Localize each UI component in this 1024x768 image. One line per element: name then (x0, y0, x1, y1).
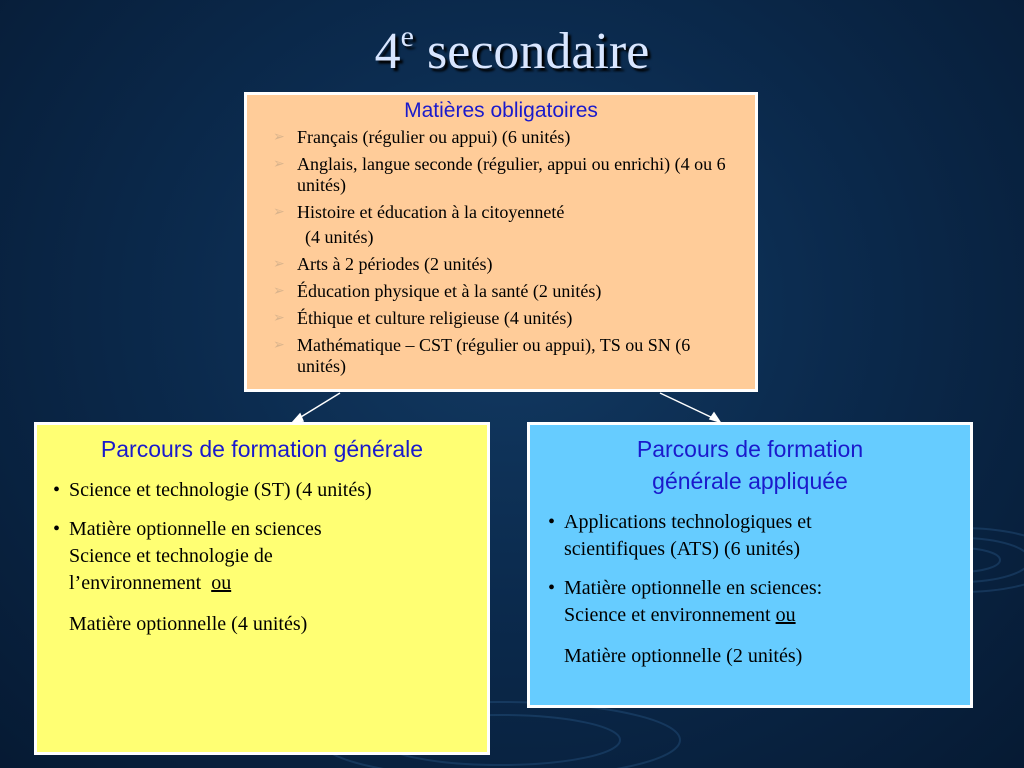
list-item: ➢ Mathématique – CST (régulier ou appui), TS ou SN (6 unités) (273, 335, 691, 376)
or-label: ou (211, 572, 232, 594)
bullet-icon: • (548, 511, 556, 533)
list-item: ➢ Éthique et culture religieuse (4 unités) (273, 308, 573, 328)
list-item: • Matière optionnelle en sciences: Science et environnement ou (548, 577, 823, 626)
applied-general-training-box (527, 422, 973, 708)
bullet-icon: • (53, 479, 61, 501)
arrow-bullet-icon: ➢ (273, 130, 285, 145)
mandatory-subjects-box (244, 92, 758, 392)
mandatory-subjects-heading: Matières obligatoires (404, 99, 598, 122)
list-item: ➢ Anglais, langue seconde (régulier, appui ou enrichi) (4 ou 6 unités) (273, 154, 726, 195)
list-item: • Applications technologiques et scientifiques (ATS) (6 unités) (548, 511, 812, 560)
page-title: 4e secondaire (374, 19, 650, 80)
mandatory-subjects-list (261, 127, 741, 377)
bullet-icon: • (53, 518, 61, 540)
optional-subject-text: Matière optionnelle (4 unités) (69, 613, 308, 635)
arrow-bullet-icon: ➢ (273, 338, 285, 353)
arrow-bullet-icon: ➢ (273, 205, 285, 220)
list-item: • Science et technologie (ST) (4 unités) (47, 477, 477, 504)
list-item: ➢ Arts à 2 périodes (2 unités) (273, 254, 493, 274)
arrow-bullet-icon: ➢ (273, 257, 285, 272)
list-item: ➢ Éducation physique et à la santé (2 unités) (273, 281, 602, 301)
arrow-bullet-icon: ➢ (273, 157, 285, 172)
or-label: ou (775, 604, 796, 626)
arrow-to-right-box (660, 393, 715, 419)
list-item: • Matière optionnelle en sciences Science et technologie de l’environnement ou (53, 518, 322, 594)
list-item-continuation: (4 unités) (305, 227, 374, 247)
bullet-icon: • (548, 577, 556, 599)
optional-subject-text: Matière optionnelle (2 unités) (564, 645, 803, 667)
list-item: ➢ Histoire et éducation à la citoyenneté (273, 202, 565, 222)
applied-general-training-list (542, 509, 958, 629)
arrow-to-left-box (296, 393, 340, 420)
arrow-bullet-icon: ➢ (273, 284, 285, 299)
general-training-heading: Parcours de formation générale (100, 436, 424, 462)
list-item: ➢ Français (régulier ou appui) (6 unités) (273, 127, 571, 147)
arrowhead-right (710, 413, 720, 422)
arrow-bullet-icon: ➢ (273, 311, 285, 326)
general-training-box (34, 422, 490, 755)
general-training-list (47, 477, 477, 597)
applied-general-training-heading: Parcours de formation générale appliquée (636, 436, 864, 494)
